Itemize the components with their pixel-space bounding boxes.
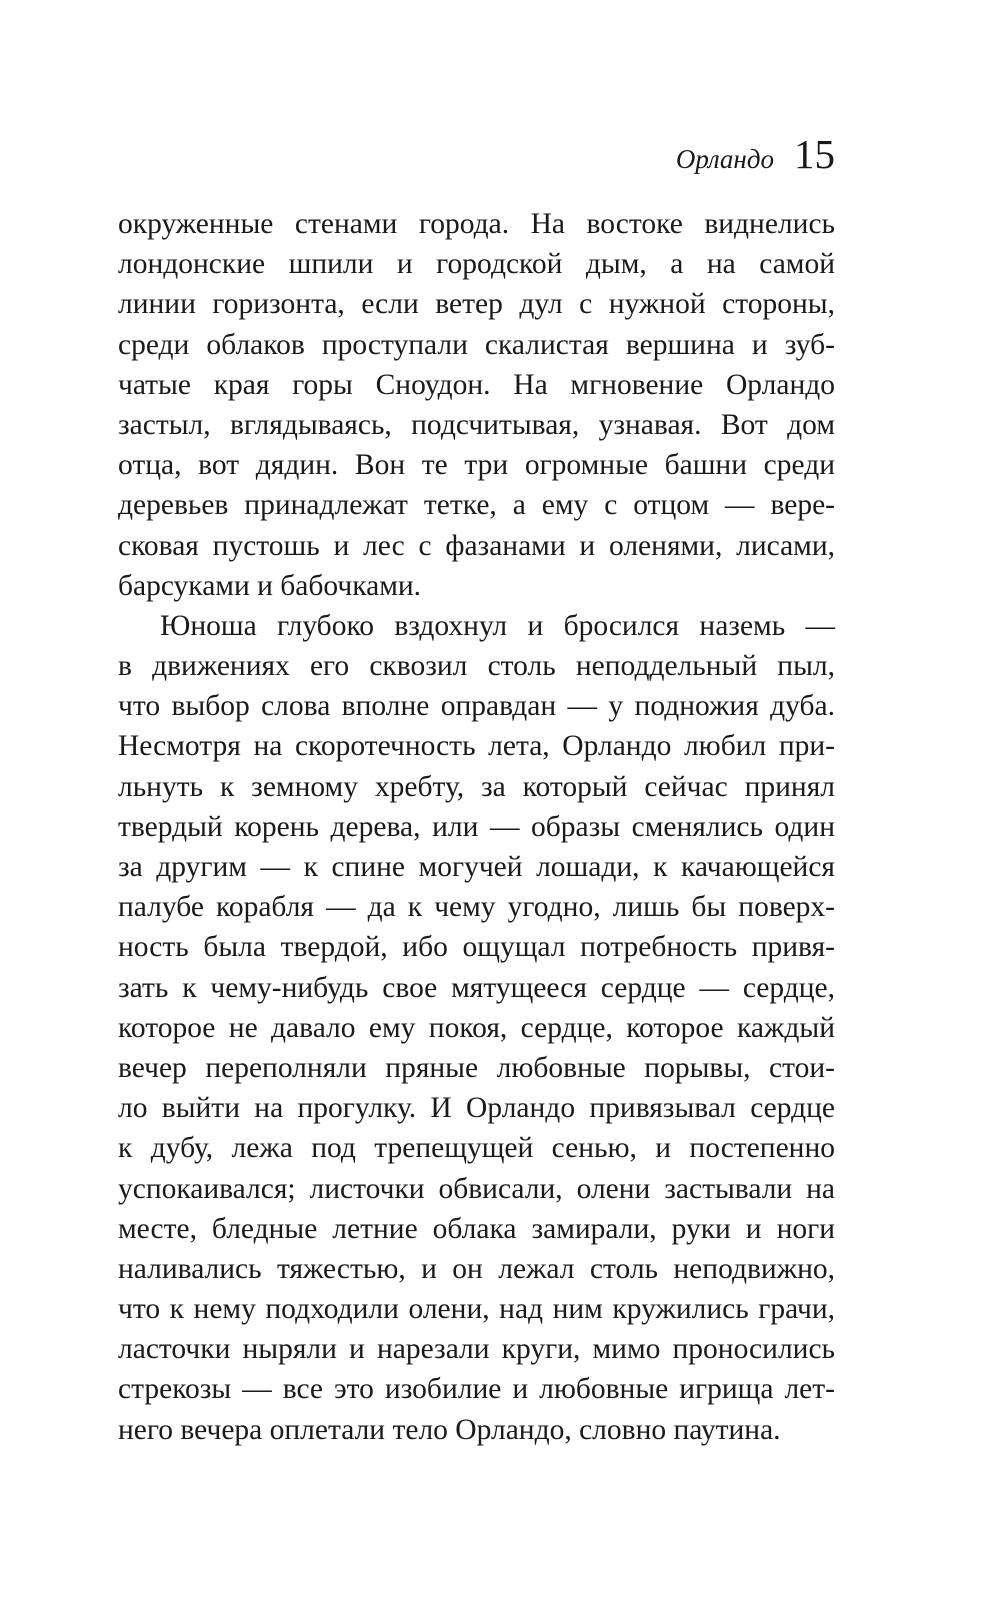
text-line: среди облаков проступали скалистая вершина и зуб- — [118, 328, 835, 361]
text-line: деревьев принадлежат тетке, а ему с отцом — вере- — [118, 489, 835, 522]
body-text — [118, 204, 835, 1450]
page-number: 15 — [794, 131, 835, 177]
text-line: в движениях его сквозил столь неподдельный пыл, — [118, 650, 835, 683]
text-line: льнуть к земному хребту, за который сейчас принял — [118, 770, 835, 803]
text-line: барсуками и бабочками. — [118, 569, 422, 602]
text-line: палубе корабля — да к чему угодно, лишь бы поверх- — [118, 891, 835, 924]
text-line: за другим — к спине могучей лошади, к качающейся — [118, 851, 835, 883]
text-line: ласточки ныряли и нарезали круги, мимо проносились — [118, 1333, 835, 1366]
text-line: зать к чему-нибудь свое мятущееся сердце — сердце, — [118, 971, 835, 1004]
text-line: лондонские шпили и городской дым, а на самой — [118, 248, 835, 281]
text-line: что к нему подходили олени, над ним кружились грачи, — [118, 1293, 835, 1326]
text-line: наливались тяжестью, и он лежал столь неподвижно, — [118, 1252, 835, 1285]
text-line: застыл, вглядываясь, подсчитывая, узнавая. Вот дом — [118, 408, 835, 441]
text-line: сковая пустошь и лес с фазанами и оленями, лисами, — [118, 529, 835, 562]
running-title: Орландо — [675, 144, 774, 174]
text-line: к дубу, лежа под трепещущей сенью, и постепенно — [118, 1132, 835, 1165]
text-line: ло выйти на прогулку. И Орландо привязывал сердце — [118, 1092, 835, 1125]
text-line: него вечера оплетали тело Орландо, словно паутина. — [118, 1413, 781, 1446]
text-line: линии горизонта, если ветер дул с нужной стороны, — [118, 288, 835, 321]
text-line: ность была твердой, ибо ощущал потребность привя- — [118, 931, 835, 964]
text-line: которое не давало ему покоя, сердце, которое каждый — [118, 1011, 835, 1044]
text-line: вечер переполняли пряные любовные порывы, стои- — [118, 1051, 835, 1084]
text-line: что выбор слова вполне оправдан — у подножия дуба. — [118, 690, 835, 723]
text-line: окруженные стенами города. На востоке виднелись — [118, 208, 835, 240]
text-line: стрекозы — все это изобилие и любовные игрища лет- — [118, 1373, 835, 1406]
text-line: Несмотря на скоротечность лета, Орландо любил при- — [118, 730, 835, 763]
text-line: твердый корень дерева, или — образы сменялись один — [118, 810, 835, 843]
text-line: успокаивался; листочки обвисали, олени застывали на — [118, 1172, 835, 1205]
running-head — [676, 130, 835, 178]
text-line: отца, вот дядин. Вон те три огромные башни среди — [118, 449, 835, 482]
text-line: месте, бледные летние облака замирали, руки и ноги — [118, 1212, 835, 1245]
text-line: Юноша глубоко вздохнул и бросился наземь — — [160, 609, 835, 642]
text-line: чатые края горы Сноудон. На мгновение Орландо — [118, 368, 835, 401]
